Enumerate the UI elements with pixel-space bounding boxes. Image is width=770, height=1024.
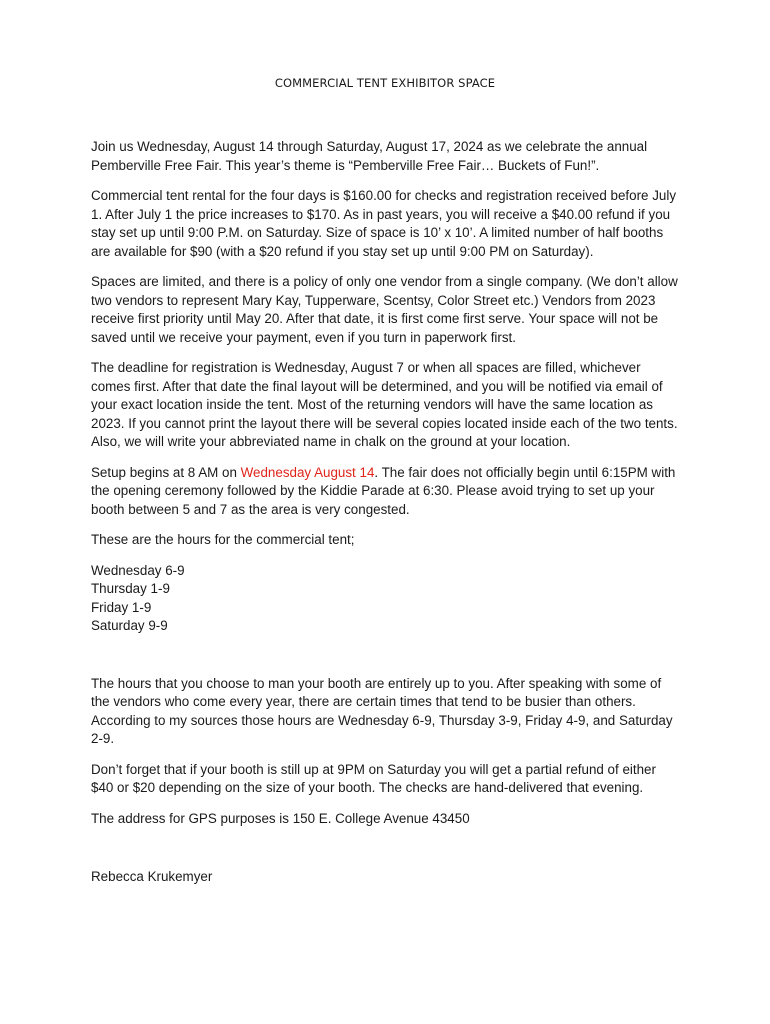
hours-list (91, 562, 681, 636)
document-body (91, 138, 681, 887)
signature-name: Rebecca Krukemyer (91, 869, 213, 884)
intro-paragraph: Join us Wednesday, August 14 through Saturday, August 17, 2024 as we celebrate the annual Pemberville Free Fair. This year’s theme is “Pemberville Free Fair… Buckets of Fun!”. (91, 139, 648, 173)
hours-item: Thursday 1-9 (91, 581, 170, 596)
setup-paragraph (91, 464, 681, 520)
hours-item: Wednesday 6-9 (91, 562, 185, 578)
spaces-paragraph: Spaces are limited, and there is a policy of only one vendor from a single company. (We don’t allow two vendors to represent Mary Kay, Tupperware, Scentsy, Color Street etc.) Vendors from 2023 receive first priority until May 20. After that date, it is first come first serve. Your space will not be saved until we receive your payment, even if you turn in paperwork first. (91, 274, 678, 345)
hours-item: Friday 1-9 (91, 599, 152, 615)
document-title: COMMERCIAL TENT EXHIBITOR SPACE (274, 76, 496, 90)
pricing-paragraph: Commercial tent rental for the four days is $160.00 for checks and registration received before July 1. After July 1 the price increases to $170. As in past years, you will receive a $40.00 refund if you stay set up until 9:00 P.M. on Saturday. Size of space is 10’ x 10’. A limited number of half booths are available for $90 (with a $20 refund if you stay set up until 9:00 PM on Saturday). (91, 188, 677, 259)
deadline-paragraph: The deadline for registration is Wednesday, August 7 or when all spaces are filled, whichever comes first. After that date the final layout will be determined, and you will be notified via email of your exact location inside the tent. Most of the returning vendors will have the same location as 2023. If you cannot print the layout there will be several copies located inside each of the two tents. Also, we will write your abbreviated name in chalk on the ground at your location. (91, 360, 678, 449)
hours-intro-paragraph: These are the hours for the commercial tent; (91, 532, 355, 547)
setup-suffix: . The fair does not officially begin until 6:15PM with the opening ceremony followed by the Kiddie Parade at 6:30. Please avoid trying to set up your booth between 5 and 7 as the area is very congested. (91, 464, 676, 517)
address-paragraph: The address for GPS purposes is 150 E. College Avenue 43450 (91, 810, 470, 826)
refund-paragraph: Don’t forget that if your booth is still up at 9PM on Saturday you will get a partial refund of either $40 or $20 depending on the size of your booth. The checks are hand-delivered that evening. (91, 761, 656, 795)
hours-item: Saturday 9-9 (91, 618, 168, 633)
setup-prefix: Setup begins at 8 AM on (91, 464, 241, 480)
busy-times-paragraph: The hours that you choose to man your booth are entirely up to you. After speaking with some of the vendors who come every year, there are certain times that tend to be busier than others. According to my sources those hours are Wednesday 6-9, Thursday 3-9, Friday 4-9, and Saturday 2-9. (91, 675, 673, 746)
setup-date-highlight: Wednesday August 14 (240, 464, 375, 480)
